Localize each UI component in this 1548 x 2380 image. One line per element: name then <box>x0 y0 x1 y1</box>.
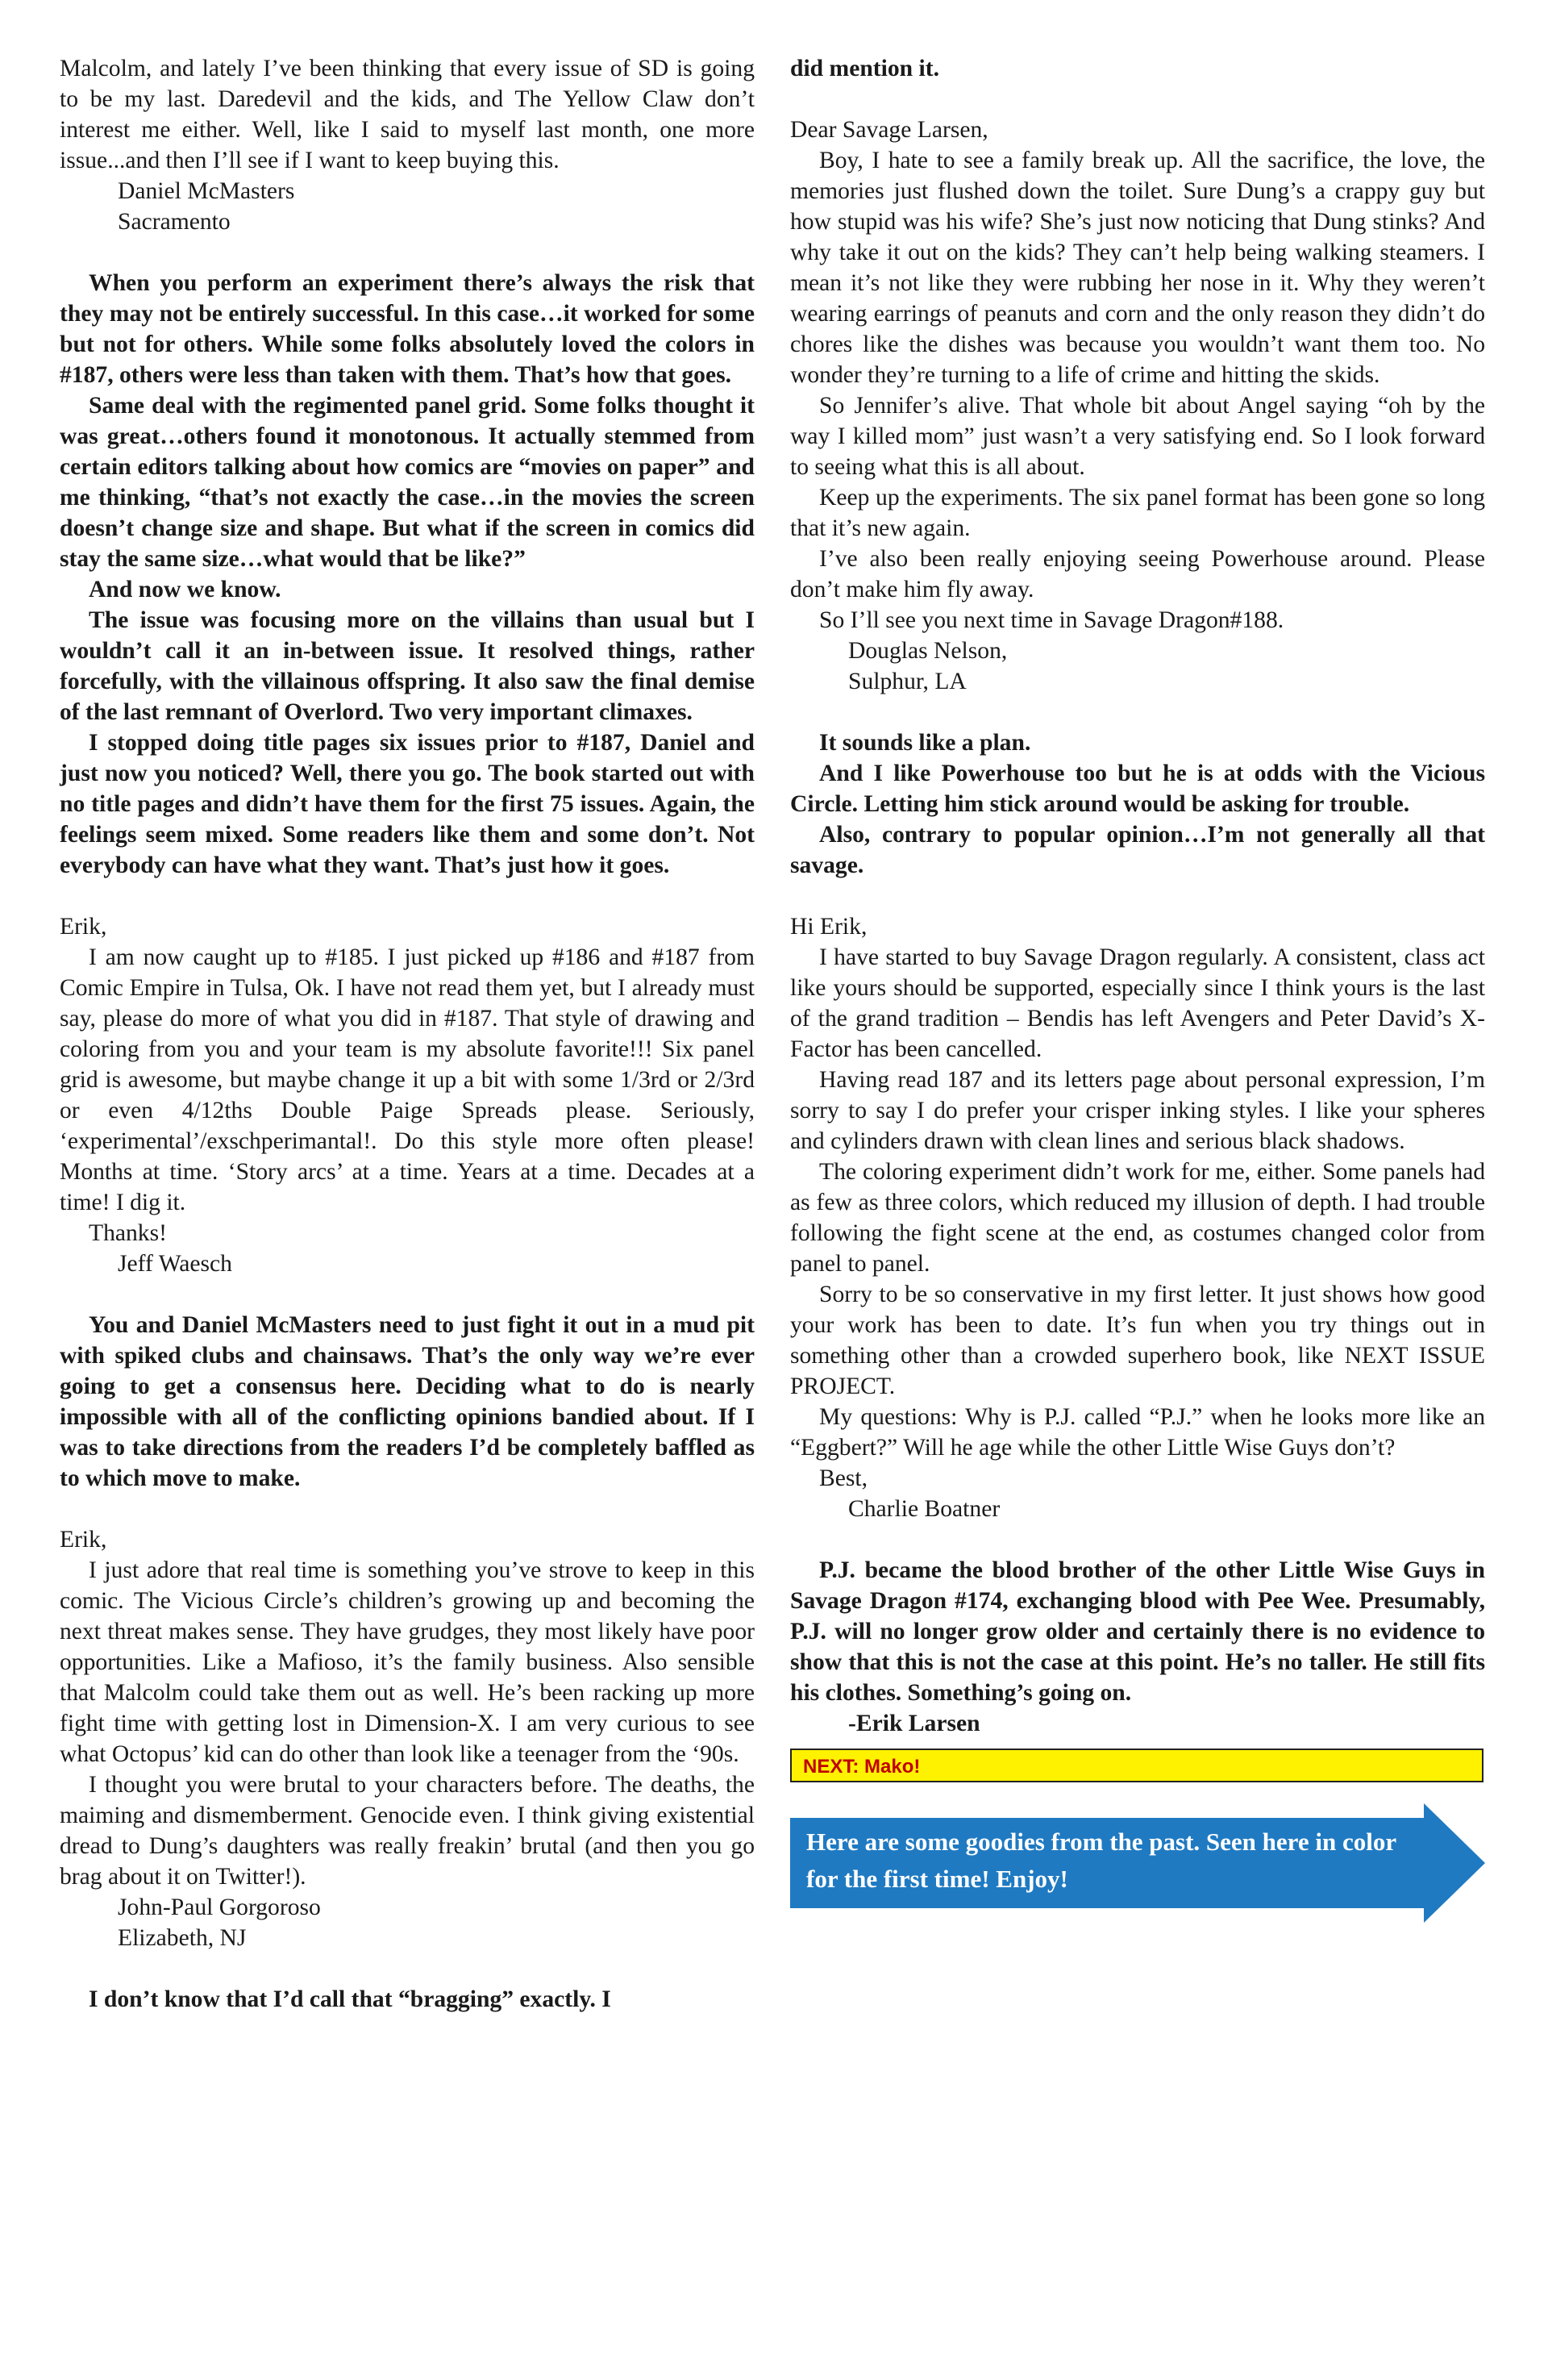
letter-paragraph: I have started to buy Savage Dragon regularly. A consistent, class act like yours should be supported, especially since I think yours is the last of the grand tradition – Bendis has left Avengers and Peter David’s X-Factor has been cancelled. <box>790 944 1485 1062</box>
promo-text: Here are some goodies from the past. Seen here in color for the first time! Enjoy! <box>806 1828 1396 1893</box>
letter-paragraph: The coloring experiment didn’t work for me, either. Some panels had as few as three colors, which reduced my illusion of depth. I had trouble following the fight scene at the end, as costumes changed color from panel to panel. <box>790 1159 1485 1277</box>
reply-paragraph: The issue was focusing more on the villains than usual but I wouldn’t call it an in-between issue. It resolved things, rather forcefully, with the villainous offspring. It also saw the final demise of the last remnant of Overlord. Two very important climaxes. <box>60 607 755 725</box>
reply-paragraph: did mention it. <box>790 56 939 81</box>
next-issue-banner <box>790 1749 1484 1782</box>
letter-paragraph: So Jennifer’s alive. That whole bit about Angel saying “oh by the way I killed mom” just wasn’t a very satisfying end. So I look forward to seeing what this is all about. <box>790 393 1485 480</box>
reply-paragraph: P.J. became the blood brother of the other Little Wise Guys in Savage Dragon #174, exchanging blood with Pee Wee. Presumably, P.J. will no longer grow older and certainly there is no evidence to show that this is not the case at this point. He’s no taller. He still fits his clothes. Something’s going on. <box>790 1557 1485 1706</box>
signature-place: Elizabeth, NJ <box>118 1925 247 1951</box>
letter-closing: Best, <box>819 1465 868 1491</box>
letter-paragraph: My questions: Why is P.J. called “P.J.” when he looks more like an “Eggbert?” Will he age while the other Little Wise Guys don’t? <box>790 1404 1485 1461</box>
right-column <box>790 53 1485 1923</box>
reply-paragraph: When you perform an experiment there’s always the risk that they may not be entirely successful. In this case…it worked for some but not for others. While some folks absolutely loved the colors in #187, others were less than taken with them. That’s how that goes. <box>60 270 755 388</box>
left-column <box>60 53 755 2015</box>
signature-name: Jeff Waesch <box>118 1251 232 1277</box>
reply-paragraph: It sounds like a plan. <box>819 730 1031 756</box>
letter-paragraph: I am now caught up to #185. I just picked up #186 and #187 from Comic Empire in Tulsa, Ok. I have not read them yet, but I already must say, please do more of what you did in #187. That style of drawing and coloring from you and your team is my absolute favorite!!! Six panel grid is awesome, but maybe change it up a bit with some 1/3rd or 2/3rd or even 4/12ths Double Paige Spreads please. Seriously, ‘experimental’/exschperimantal!. Do this style more often please! Months at time. ‘Story arcs’ at a time. Years at a time. Decades at a time! I dig it. <box>60 944 755 1215</box>
letter-salutation: Hi Erik, <box>790 914 868 940</box>
letter-paragraph: Having read 187 and its letters page about personal expression, I’m sorry to say I do prefer your crisper inking styles. I like your spheres and cylinders drawn with clean lines and serious black shadows. <box>790 1067 1485 1154</box>
reply-paragraph: And now we know. <box>89 577 281 602</box>
letter-paragraph: Malcolm, and lately I’ve been thinking that every issue of SD is going to be my last. Daredevil and the kids, and The Yellow Claw don’t interest me either. Well, like I said to myself last month, one more issue...and then I’ll see if I want to keep buying this. <box>60 56 755 173</box>
promo-arrow <box>790 1803 1485 1923</box>
editor-signature: -Erik Larsen <box>848 1711 980 1736</box>
reply-paragraph: And I like Powerhouse too but he is at odds with the Vicious Circle. Letting him stick around would be asking for trouble. <box>790 761 1485 817</box>
letter-salutation: Dear Savage Larsen, <box>790 117 988 143</box>
letter-paragraph: Boy, I hate to see a family break up. All the sacrifice, the love, the memories just flushed down the toilet. Sure Dung’s a crappy guy but how stupid was his wife? She’s just now noticing that Dung stinks? And why take it out on the kids? They can’t help being walking steamers. I mean it’s not like they were rubbing her nose in it. Why they weren’t wearing earrings of peanuts and corn and the only reason they didn’t do chores like the dishes was because you wouldn’t want them too. No wonder they’re turning to a life of crime and hitting the skids. <box>790 148 1485 388</box>
signature-name: Charlie Boatner <box>848 1496 1001 1522</box>
reply-paragraph: You and Daniel McMasters need to just fight it out in a mud pit with spiked clubs and chainsaws. That’s the only way we’re ever going to get a consensus here. Deciding what to do is nearly impossible with all of the conflicting opinions bandied about. If I was to take directions from the readers I’d be completely baffled as to which move to make. <box>60 1312 755 1491</box>
letter-paragraph: I thought you were brutal to your characters before. The deaths, the maiming and dismemberment. Genocide even. I think giving existential dread to Dung’s daughters was really freakin’ brutal (and then you go brag about it on Twitter!). <box>60 1772 755 1890</box>
signature-place: Sulphur, LA <box>848 669 967 694</box>
signature-name: Douglas Nelson, <box>848 638 1008 664</box>
letter-salutation: Erik, <box>60 914 107 940</box>
next-label: NEXT: <box>803 1756 859 1778</box>
signature-place: Sacramento <box>118 209 231 235</box>
reply-paragraph: Also, contrary to popular opinion…I’m not generally all that savage. <box>790 822 1485 878</box>
reply-paragraph: I don’t know that I’d call that “bragging” exactly. I <box>89 1986 611 2012</box>
signature-name: Daniel McMasters <box>118 178 295 204</box>
letter-paragraph: Keep up the experiments. The six panel format has been gone so long that it’s new again. <box>790 485 1485 541</box>
next-issue-title: Mako! <box>864 1756 921 1778</box>
reply-paragraph: I stopped doing title pages six issues prior to #187, Daniel and just now you noticed? Well, there you go. The book started out with no title pages and didn’t have them for the first 75 issues. Again, the feelings seem mixed. Some readers like them and some don’t. Not everybody can have what they want. That’s just how it goes. <box>60 730 755 878</box>
letter-salutation: Erik, <box>60 1527 107 1553</box>
letter-paragraph: Sorry to be so conservative in my first letter. It just shows how good your work has been to date. It’s fun when you try things out in something other than a crowded superhero book, like NEXT ISSUE PROJECT. <box>790 1282 1485 1399</box>
signature-name: John-Paul Gorgoroso <box>118 1894 321 1920</box>
letter-paragraph: I just adore that real time is something you’ve strove to keep in this comic. The Vicious Circle’s children’s growing up and becoming the next threat makes sense. They have grudges, they most likely have poor opportunities. Like a Mafioso, it’s the family business. Also sensible that Malcolm could take them out as well. He’s been racking up more fight time with getting lost in Dimension-X. I am very curious to see what Octopus’ kid can do other than look like a teenager from the ‘90s. <box>60 1557 755 1767</box>
reply-paragraph: Same deal with the regimented panel grid. Some folks thought it was great…others found it monotonous. It actually stemmed from certain editors talking about how comics are “movies on paper” and me thinking, “that’s not exactly the case…in the movies the screen doesn’t change size and shape. But what if the screen in comics did stay the same size…what would that be like?” <box>60 393 755 572</box>
letter-paragraph: So I’ll see you next time in Savage Dragon#188. <box>819 607 1284 633</box>
letter-closing: Thanks! <box>89 1220 167 1246</box>
letter-paragraph: I’ve also been really enjoying seeing Powerhouse around. Please don’t make him fly away. <box>790 546 1485 602</box>
